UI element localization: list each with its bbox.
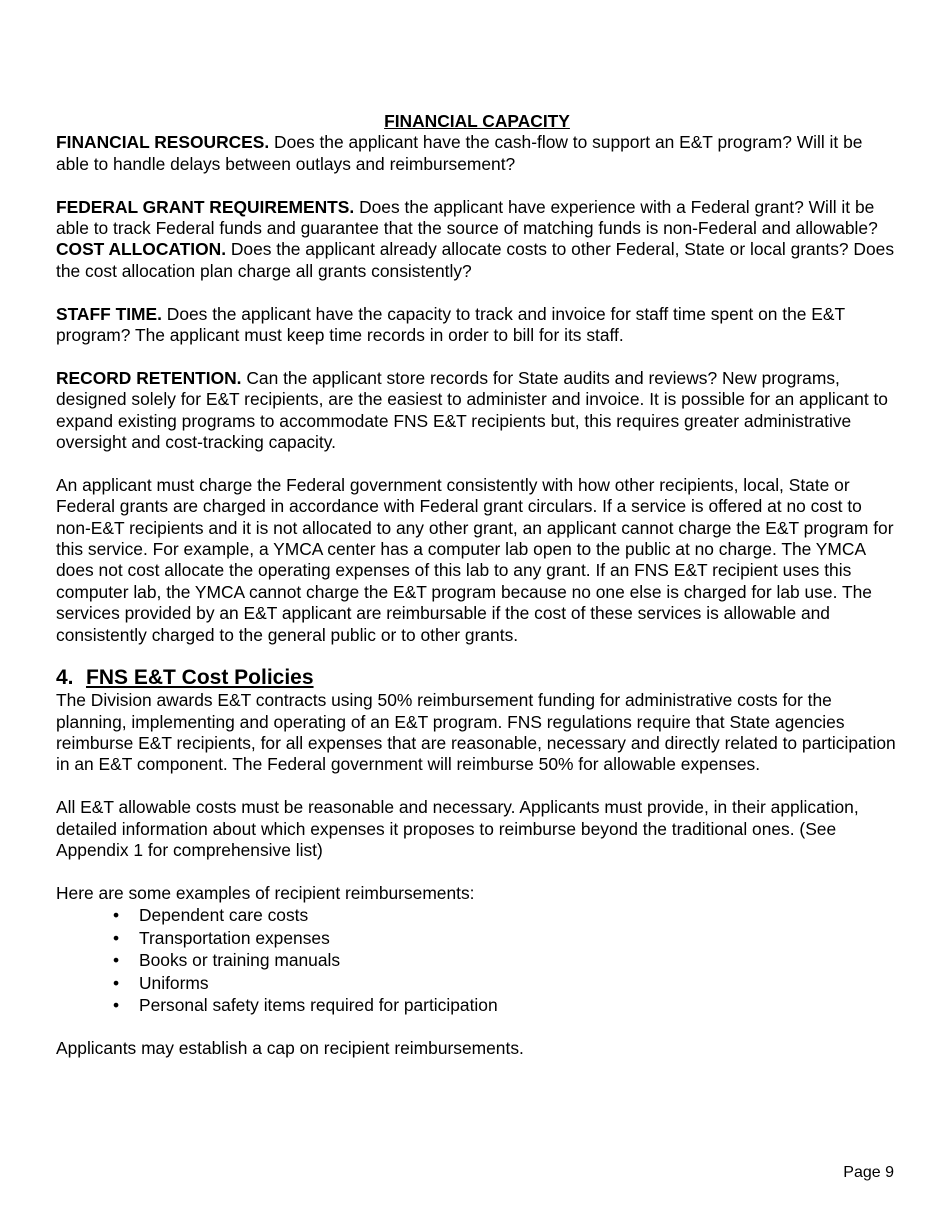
- paragraph-charge-consistency: An applicant must charge the Federal government consistently with how other recipients, local, State or Federal grants are charged in accordance with Federal grant circulars. If a service is offered at no cost to non-E&T recipients and it is not allocated to any other grant, an applicant cannot charge the E&T program for this service. For example, a YMCA center has a computer lab open to the public at no charge. The YMCA does not cost allocate the operating expenses of this lab to any grant. If an FNS E&T recipient uses this computer lab, the YMCA cannot charge the E&T program because no one else is charged for lab use. The services provided by an E&T applicant are reimbursable if the cost of these services is allowable and consistently charged to the general public or to other grants.: [56, 474, 894, 645]
- paragraph-allowable-costs: All E&T allowable costs must be reasonable and necessary. Applicants must provide, in their application, detailed information about which expenses it proposes to reimburse beyond the traditional ones. (See Appendix 1 for comprehensive list): [56, 797, 859, 860]
- page-number: Page 9: [843, 1164, 894, 1181]
- paragraph-text: Does the applicant have the cash-flow to support an E&T program? Will it be able to handle delays between outlays and reimbursement?: [56, 132, 863, 174]
- paragraph-federal-grant-requirements: [56, 197, 898, 240]
- paragraph-lead: FINANCIAL RESOURCES.: [56, 132, 270, 153]
- list-item: [113, 904, 898, 927]
- list-item-text: Transportation expenses: [139, 927, 330, 948]
- paragraph-reimbursement-cap: Applicants may establish a cap on recipient reimbursements.: [56, 1038, 524, 1059]
- bullet-icon: •: [113, 995, 120, 1016]
- paragraph-text: Does the applicant already allocate costs to other Federal, State or local grants? Does the cost allocation plan charge all grants consistently?: [56, 239, 895, 281]
- paragraph-text: Does the applicant have the capacity to track and invoice for staff time spent on the E&T program? The applicant must keep time records in order to bill for its staff.: [56, 303, 845, 346]
- list-item: [113, 994, 898, 1017]
- section-title: FNS E&T Cost Policies: [86, 666, 314, 690]
- paragraph-staff-time: [56, 304, 898, 347]
- list-item: [113, 972, 898, 995]
- paragraph-cost-allocation: [56, 239, 898, 282]
- reimbursement-examples-list: [56, 904, 898, 1017]
- bullet-icon: •: [113, 950, 120, 971]
- section-heading-financial-capacity: FINANCIAL CAPACITY: [384, 111, 570, 131]
- list-item-text: Dependent care costs: [139, 905, 309, 926]
- section-number: 4.: [56, 666, 74, 690]
- bullet-icon: •: [113, 972, 120, 993]
- list-item: [113, 949, 898, 972]
- paragraph-lead: RECORD RETENTION.: [56, 367, 242, 388]
- paragraph-reimbursement-funding: The Division awards E&T contracts using 50% reimbursement funding for administrative costs for the planning, implementing and operating of an E&T program. FNS regulations require that State agencies reimburse E&T recipients, for all expenses that are reasonable, necessary and directly related to participation in an E&T component. The Federal government will reimburse 50% for allowable expenses.: [56, 690, 896, 775]
- list-item-text: Books or training manuals: [139, 950, 341, 971]
- list-item: [113, 927, 898, 950]
- section-heading-cost-policies: [56, 666, 898, 690]
- list-item-text: Uniforms: [139, 972, 209, 993]
- paragraph-lead: COST ALLOCATION.: [56, 239, 227, 260]
- list-intro: Here are some examples of recipient reimbursements:: [56, 882, 475, 903]
- paragraph-record-retention: [56, 368, 898, 454]
- document-page: [56, 111, 898, 1059]
- bullet-icon: •: [113, 927, 120, 948]
- paragraph-text: Does the applicant have experience with a Federal grant? Will it be able to track Federal funds and guarantee that the source of matching funds is non-Federal and allowable?: [56, 196, 878, 239]
- paragraph-text: Can the applicant store records for State audits and reviews? New programs, designed solely for E&T recipients, are the easiest to administer and invoice. It is possible for an applicant to expand existing programs to accommodate FNS E&T recipients but, this requires greater administrative oversight and cost-tracking capacity.: [56, 367, 888, 453]
- paragraph-lead: FEDERAL GRANT REQUIREMENTS.: [56, 196, 355, 217]
- list-item-text: Personal safety items required for participation: [139, 995, 498, 1016]
- paragraph-lead: STAFF TIME.: [56, 303, 162, 324]
- bullet-icon: •: [113, 905, 120, 926]
- paragraph-financial-resources: [56, 132, 898, 175]
